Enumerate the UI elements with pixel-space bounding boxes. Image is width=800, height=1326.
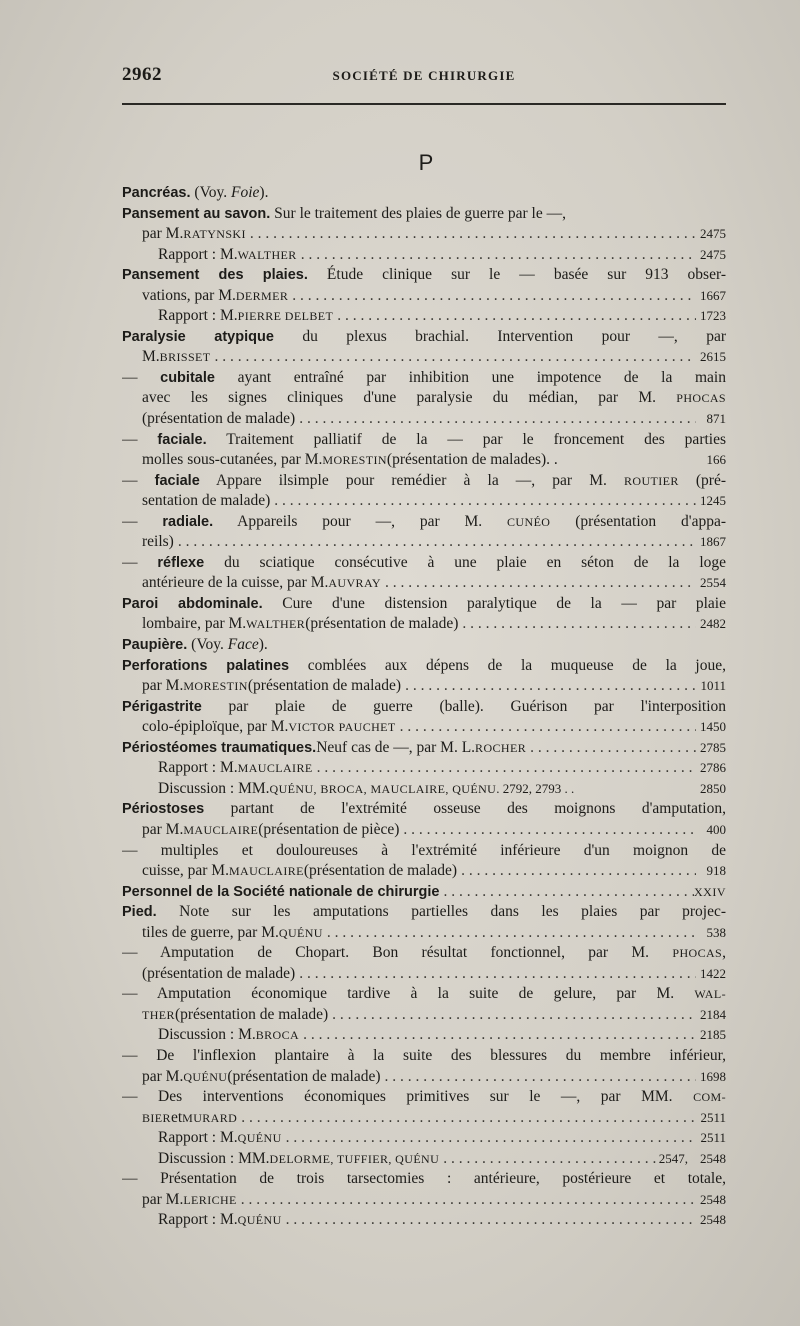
index-entry-pancreas (122, 183, 726, 204)
leader-dots (295, 409, 696, 430)
leader-dots (313, 758, 696, 779)
entry-text: , (722, 944, 726, 962)
entry-text: antérieure de la cuisse, par M. (142, 574, 329, 592)
entry-text: multiples et douloureuses à l'extrémité inférieure d'un moignon de (160, 841, 726, 859)
entry-dash: — (122, 1046, 157, 1064)
page-ref: 1422 (700, 965, 726, 981)
entry-text: Rapport : M. (158, 245, 238, 263)
page-ref: 400 (706, 821, 726, 837)
author-name: QUÉNU (237, 1131, 282, 1146)
author-name: ROCHER (475, 740, 527, 755)
entry-dash: — (122, 430, 158, 448)
entry-text: Étude clinique sur le — basée sur 913 obser- (307, 266, 726, 284)
entry-continuation (122, 573, 726, 594)
entry-text: tiles de guerre, par M. (142, 923, 279, 941)
leader-dots (282, 1210, 696, 1231)
entry-text: Discussion : M. (158, 1026, 256, 1044)
entry-text: avec les signes cliniques d'une paralysie du médian, par M. (142, 389, 677, 407)
author-name: RATYNSKI (183, 227, 246, 242)
index-entry-pansement-plaies (122, 265, 726, 286)
page-ref: 1867 (700, 534, 726, 550)
page-ref: 1245 (700, 493, 726, 509)
entry-text: vations, par M. (142, 286, 236, 304)
entry-text: Appareils pour —, par M. (213, 512, 508, 530)
entry-text: M. (142, 348, 160, 366)
index-entry-radiale (122, 512, 726, 533)
entry-dash: — (122, 1170, 161, 1188)
index-entry-periostoses (122, 799, 726, 820)
entry-text: colo-épiploïque, par M. (142, 718, 289, 736)
page-ref: 2785 (700, 739, 726, 755)
entry-text: (pré- (678, 471, 726, 489)
index-entry-faciale (122, 430, 726, 451)
entry-term: Périostoses (122, 801, 205, 818)
author-name: MAUCLAIRE (183, 822, 259, 837)
entry-text: (Voy. (187, 636, 228, 654)
rapport-line (122, 1210, 726, 1231)
entry-text: Rapport : M. (158, 1211, 238, 1229)
leader-dots (210, 347, 696, 368)
author-name: ROUTIER (623, 473, 679, 488)
author-name: AUVRAY (328, 576, 381, 591)
entry-text: De l'inflexion plantaire à la suite des blessures du membre inférieur, (156, 1046, 726, 1064)
page-ref: XXIV (694, 884, 726, 899)
leader-dots (439, 1149, 659, 1170)
page-ref: 166 (706, 452, 726, 468)
running-head (122, 64, 726, 86)
entry-term: Paralysie atypique (122, 328, 274, 345)
entry-continuation (122, 1190, 726, 1211)
index-entry-paroi-abdominale (122, 594, 726, 615)
index-entry-pansement-savon (122, 204, 726, 225)
leader-dots (381, 1067, 696, 1088)
leader-dots (440, 882, 695, 903)
entry-text: Présentation de trois tarsectomies : antérieure, postérieure et totale, (160, 1170, 726, 1188)
page-ref: 2511 (700, 1130, 726, 1146)
index-entry-multiples (122, 841, 726, 862)
entry-text: Cure d'une distension paralytique de la — par plaie (262, 594, 726, 612)
section-letter: P (418, 150, 434, 175)
entry-text: (présentation de malade) (227, 1067, 381, 1085)
entry-dash: — (122, 1088, 159, 1106)
leader-dots (295, 964, 696, 985)
entry-text: par M. (142, 677, 184, 695)
page-ref: 2185 (700, 1027, 726, 1043)
leader-dots (288, 286, 696, 307)
header-rule (122, 103, 726, 105)
leader-dots (457, 861, 696, 882)
page-ref: 2184 (700, 1006, 726, 1022)
entry-continuation (122, 614, 726, 635)
leader-dots (328, 1005, 696, 1026)
author-name: CUNÉO (507, 514, 551, 529)
index-entry-perforations (122, 656, 726, 677)
author-name: MORESTIN (322, 453, 387, 468)
index-entries (122, 183, 726, 1231)
page-ref: 918 (706, 863, 726, 879)
author-name: PIERRE DELBET (237, 309, 334, 324)
entry-text: lombaire, par M. (142, 615, 247, 633)
entry-text: reils) (142, 533, 174, 551)
entry-dash: — (122, 841, 161, 859)
entry-term: faciale. (157, 431, 207, 448)
entry-continuation (122, 923, 726, 944)
page-ref: 2548 (700, 1150, 726, 1166)
page-ref: 2482 (700, 616, 726, 632)
author-name: QUÉNU (183, 1069, 228, 1084)
entry-text: . 2792, 2793 . . (496, 780, 575, 796)
index-entry-periosteomes (122, 738, 726, 759)
index-entry-reflexe (122, 553, 726, 574)
page-ref: 1667 (700, 287, 726, 303)
entry-text: Traitement palliatif de la — par le froncement des parties (206, 430, 726, 448)
entry-term: Perforations palatines (122, 657, 290, 674)
index-entry-interventions (122, 1087, 726, 1108)
author-name: MAUCLAIRE (228, 864, 304, 879)
page-ref: 1698 (700, 1068, 726, 1084)
entry-text: sentation de malade) (142, 492, 271, 510)
entry-text: (présentation d'appa- (550, 512, 726, 530)
entry-dash: — (122, 471, 155, 489)
index-entry-perigastrite (122, 697, 726, 718)
leader-dots (323, 923, 696, 944)
leader-dots (526, 738, 696, 759)
author-name: MAUCLAIRE (237, 761, 313, 776)
entry-term: Pansement des plaies. (122, 267, 308, 284)
page-ref: 2475 (700, 246, 726, 262)
entry-text: comblées aux dépens de la muqueuse de la joue, (289, 656, 726, 674)
author-name: COM- (693, 1090, 726, 1105)
entry-text: molles sous-cutanées, par M. (142, 451, 323, 469)
entry-text: ). (259, 184, 269, 201)
leader-dots (297, 245, 696, 266)
rapport-line (122, 758, 726, 779)
entry-continuation (122, 1108, 726, 1129)
author-name: WAL- (694, 987, 726, 1002)
author-name: MORESTIN (183, 679, 248, 694)
entry-text: (présentation de malade) (303, 862, 458, 880)
discussion-line (122, 1149, 726, 1170)
page-ref: 2511 (700, 1109, 726, 1125)
author-names: QUÉNU, BROCA, MAUCLAIRE, QUÉNU (269, 781, 497, 796)
index-entry-pied (122, 902, 726, 923)
page-ref: 2850 (700, 780, 726, 796)
page-ref: 871 (706, 411, 726, 427)
entry-continuation (122, 491, 726, 512)
page-ref: 1450 (700, 719, 726, 735)
entry-text: (présentation de malades). . (386, 451, 558, 469)
entry-text: (présentation de malade) (174, 1005, 329, 1023)
page-ref: 2475 (700, 226, 726, 242)
entry-text: par M. (142, 225, 184, 243)
rapport-line (122, 245, 726, 266)
entry-text: (présentation de malade) (305, 615, 459, 633)
entry-text: (présentation de malade) (247, 677, 402, 695)
author-name: THER (142, 1007, 175, 1022)
entry-text: par M. (142, 1190, 184, 1208)
index-entry-chopart (122, 943, 726, 964)
leader-dots (270, 491, 696, 512)
page-ref: 1011 (700, 678, 726, 694)
leader-dots (333, 306, 696, 327)
index-entry-inflexion (122, 1046, 726, 1067)
entry-continuation (122, 286, 726, 307)
entry-dash: — (122, 512, 163, 530)
leader-dots (282, 1128, 696, 1149)
entry-text: Discussion : MM. (158, 779, 270, 797)
entry-text: (présentation de malade) (142, 964, 296, 982)
author-name: DERMER (235, 288, 289, 303)
entry-text: cuisse, par M. (142, 862, 229, 880)
entry-text: Amputation économique tardive à la suite de gelure, par M. (156, 985, 695, 1003)
entry-text: (présentation de malade) (142, 410, 296, 428)
rapport-line (122, 306, 726, 327)
author-names: DELORME, TUFFIER, QUÉNU (269, 1151, 440, 1166)
entry-text: Des interventions économiques primitives sur le —, par MM. (158, 1088, 694, 1106)
entry-text: ayant entraîné par inhibition une impotence de la main (214, 368, 726, 386)
discussion-line (122, 1025, 726, 1046)
page-ref: 2786 (700, 760, 726, 776)
page-ref: 538 (706, 924, 726, 940)
page-ref: 2554 (700, 575, 726, 591)
discussion-line (122, 779, 726, 800)
see-reference: Foie (231, 184, 260, 201)
entry-text: ). (258, 636, 268, 654)
leader-dots (458, 614, 696, 635)
entry-text: Sur le traitement des plaies de guerre par le —, (270, 204, 566, 222)
see-reference: Face (227, 636, 259, 654)
running-title: SOCIÉTÉ DE CHIRURGIE (332, 68, 516, 83)
entry-continuation (122, 532, 726, 553)
entry-continuation (122, 717, 726, 738)
index-entry-tarsectomies (122, 1169, 726, 1190)
entry-text: Rapport : M. (158, 1129, 238, 1147)
entry-dash: — (122, 944, 160, 962)
entry-term: Pancréas. (122, 185, 191, 201)
entry-term: cubitale (160, 369, 215, 386)
leader-dots (174, 532, 696, 553)
leader-dots (381, 573, 696, 594)
entry-continuation (122, 409, 726, 430)
entry-text: du plexus brachial. Intervention pour —, par (273, 327, 726, 345)
leader-dots (237, 1108, 696, 1129)
entry-term: Pied. (122, 904, 157, 921)
page-ref: 2547, (658, 1150, 688, 1166)
author-name: WALTHER (237, 247, 297, 262)
entry-text: et (170, 1108, 183, 1126)
entry-text: Discussion : MM. (158, 1149, 270, 1167)
author-name: VICTOR PAUCHET (288, 720, 396, 735)
rapport-line (122, 1128, 726, 1149)
entry-text: Appare ilsimple pour remédier à la —, par M. (199, 471, 624, 489)
author-name: PHOCAS (672, 946, 723, 961)
leader-dots (396, 717, 696, 738)
entry-continuation (122, 388, 726, 409)
page-ref: 2548 (700, 1212, 726, 1228)
index-entry-faciale-appareil (122, 471, 726, 492)
entry-text: partant de l'extrémité osseuse des moignons d'amputation, (204, 800, 726, 818)
leader-dots (299, 1025, 696, 1046)
entry-continuation (122, 820, 726, 841)
entry-term: faciale (154, 472, 200, 489)
author-name: PHOCAS (676, 391, 726, 406)
entry-text: Rapport : M. (158, 307, 238, 325)
page-ref: 2548 (700, 1191, 726, 1207)
index-entry-paupiere (122, 635, 726, 656)
entry-text: par M. (142, 820, 184, 838)
author-name: BIER (142, 1110, 171, 1125)
author-name: BRISSET (159, 350, 211, 365)
entry-continuation (122, 224, 726, 245)
leader-dots (401, 676, 696, 697)
author-name: QUÉNU (278, 925, 323, 940)
index-entry-gelure (122, 984, 726, 1005)
entry-text: Rapport : M. (158, 759, 238, 777)
entry-text: (Voy. (190, 184, 232, 201)
leader-dots (246, 224, 696, 245)
entry-term: radiale. (162, 513, 214, 530)
entry-text: Neuf cas de —, par M. L. (316, 738, 476, 756)
page-ref: 1723 (700, 308, 726, 324)
entry-text: par M. (142, 1067, 184, 1085)
entry-continuation (122, 1067, 726, 1088)
entry-text: Amputation de Chopart. Bon résultat fonctionnel, par M. (159, 944, 673, 962)
entry-term: Périostéomes traumatiques. (122, 739, 317, 756)
index-entry-cubitale (122, 368, 726, 389)
entry-text: (présentation de pièce) (258, 820, 400, 838)
leader-dots (237, 1190, 696, 1211)
entry-term: réflexe (157, 554, 205, 571)
index-entry-paralysie (122, 327, 726, 348)
author-name: MURARD (182, 1110, 238, 1125)
entry-dash: — (122, 553, 158, 571)
entry-dash: — (122, 368, 161, 386)
entry-continuation (122, 861, 726, 882)
entry-text: Note sur les amputations partielles dans les plaies par projec- (156, 903, 726, 921)
author-name: QUÉNU (237, 1213, 282, 1228)
author-name: WALTHER (246, 617, 306, 632)
entry-term: Pansement au savon. (122, 205, 271, 222)
entry-continuation (122, 450, 726, 471)
page-number: 2962 (122, 64, 162, 85)
entry-continuation (122, 1005, 726, 1026)
entry-term: Personnel de la Société nationale de chirurgie (122, 883, 440, 900)
entry-term: Paupière. (122, 637, 188, 654)
entry-continuation (122, 964, 726, 985)
page-ref: 2615 (700, 349, 726, 365)
leader-dots (399, 820, 696, 841)
entry-continuation (122, 676, 726, 697)
entry-term: Paroi abdominale. (122, 595, 263, 612)
entry-term: Périgastrite (122, 698, 202, 715)
entry-text: du sciatique consécutive à une plaie en séton de la loge (204, 553, 726, 571)
entry-dash: — (122, 985, 157, 1003)
entry-continuation (122, 347, 726, 368)
entry-text: par plaie de guerre (balle). Guérison par l'interposition (201, 697, 726, 715)
author-name: LERICHE (183, 1192, 237, 1207)
index-entry-personnel (122, 882, 726, 903)
author-name: BROCA (255, 1028, 300, 1043)
